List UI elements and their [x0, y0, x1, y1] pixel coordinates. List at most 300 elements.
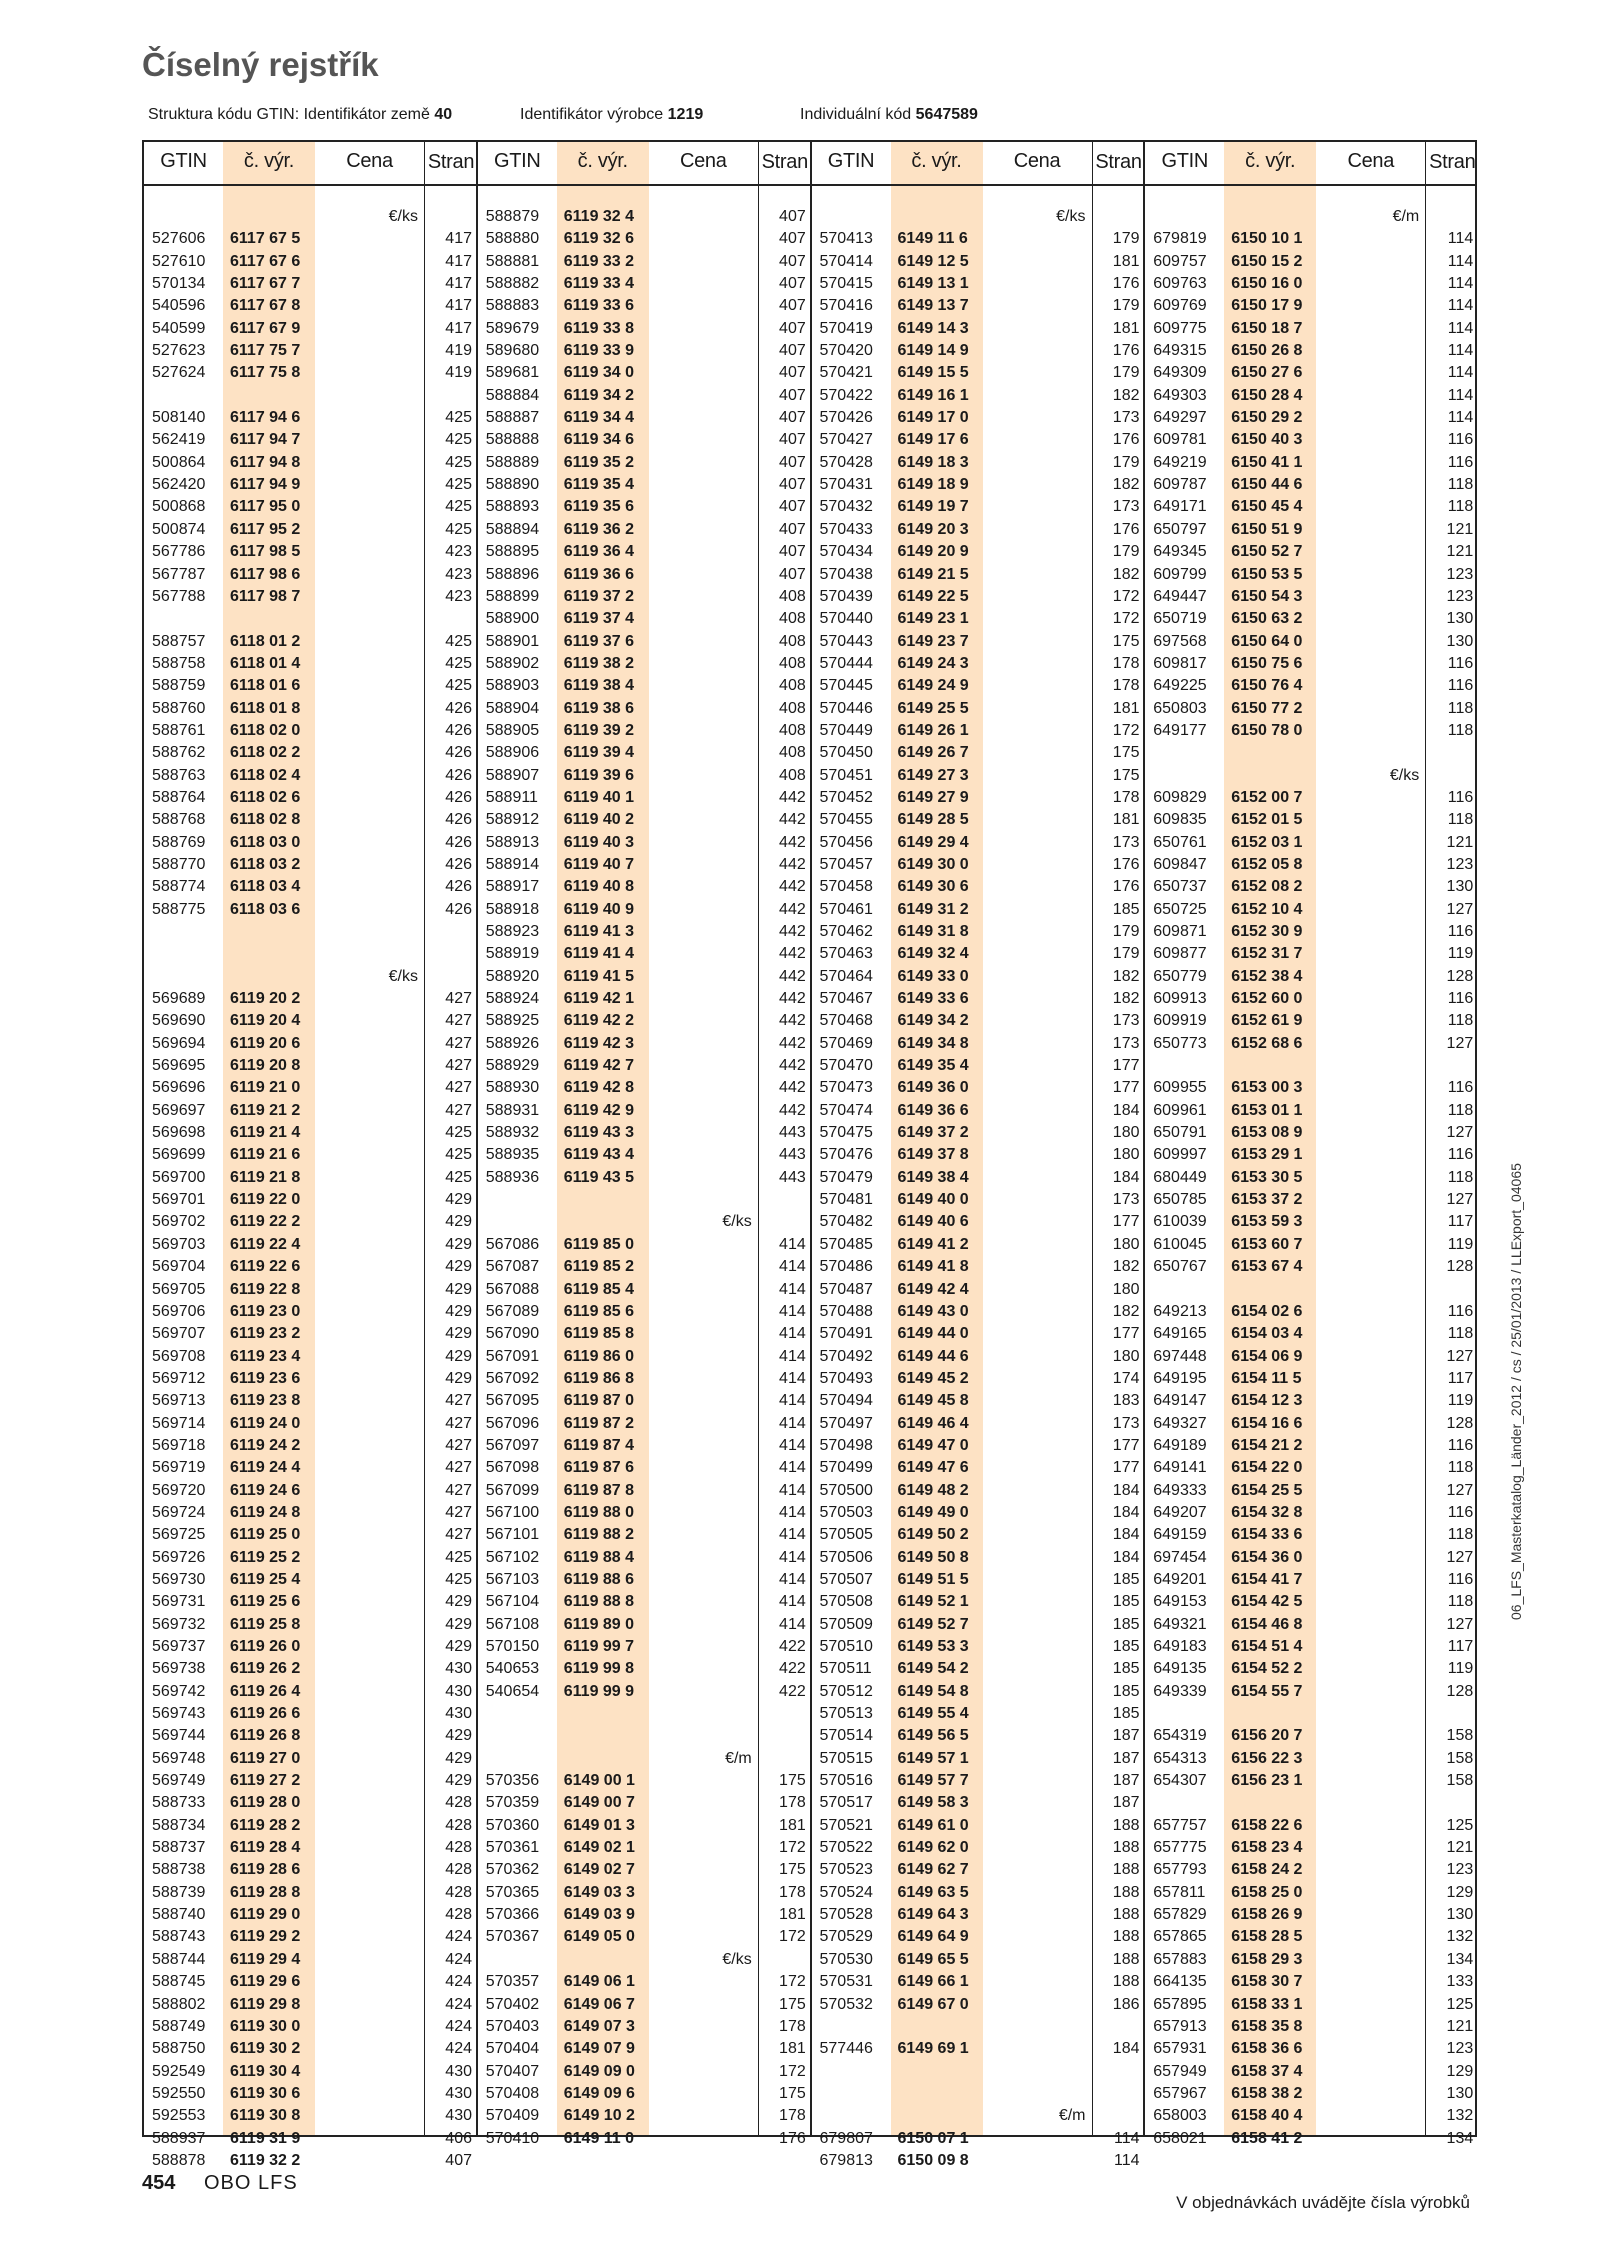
gtin-cell: 649321 [1153, 1615, 1207, 1633]
table-row [478, 1859, 810, 1881]
gtin-cell: 588881 [485, 252, 540, 270]
article-number-cell: 6119 43 3 [563, 1124, 635, 1142]
page-cell: 130 [1446, 632, 1474, 650]
table-row [1145, 206, 1475, 228]
page-cell: 414 [779, 1302, 806, 1320]
page-cell: 177 [1112, 1057, 1140, 1075]
article-number-cell: 6119 24 0 [230, 1414, 301, 1432]
page-cell: 442 [779, 1012, 806, 1030]
gtin-cell: 527624 [152, 364, 206, 382]
gtin-cell: 570416 [819, 297, 873, 315]
table-row [144, 1167, 476, 1189]
article-number-cell: 6119 29 8 [230, 1995, 301, 2013]
gtin-cell: 567090 [485, 1325, 540, 1343]
article-number-cell: 6119 28 0 [230, 1794, 301, 1812]
page-cell: 184 [1112, 1168, 1140, 1186]
table-row [812, 1368, 1144, 1390]
page-cell: 407 [779, 565, 806, 583]
table-row [144, 1502, 476, 1524]
article-number-cell: 6117 75 8 [230, 364, 301, 382]
page-cell: 427 [445, 1034, 472, 1052]
page-cell: 428 [445, 1794, 472, 1812]
gtin-cell: 570414 [819, 252, 873, 270]
article-number-cell: 6153 30 5 [1231, 1168, 1303, 1186]
page-cell: 176 [1112, 431, 1140, 449]
gtin-cell: 570464 [819, 967, 873, 985]
gtin-cell: 649315 [1153, 342, 1207, 360]
table-row [478, 765, 810, 787]
gtin-cell: 588759 [152, 677, 206, 695]
page-cell: 425 [445, 453, 472, 471]
table-row [812, 943, 1144, 965]
gtin-cell: 658003 [1153, 2107, 1207, 2125]
gtin-structure-info [148, 106, 452, 124]
article-number-cell: 6119 99 7 [563, 1638, 635, 1655]
table-row [1145, 1971, 1475, 1993]
gtin-cell: 500864 [152, 453, 206, 471]
table-row [144, 1480, 476, 1502]
gtin-cell: 588924 [485, 990, 540, 1008]
gtin-cell: 588932 [485, 1124, 540, 1142]
table-row [812, 2016, 1144, 2038]
table-row [144, 1144, 476, 1166]
gtin-cell: 570529 [819, 1928, 873, 1946]
page-cell: 442 [779, 1079, 806, 1097]
table-row [144, 921, 476, 943]
page-cell: 121 [1446, 543, 1474, 561]
article-number-cell: 6119 85 6 [563, 1302, 635, 1320]
article-number-cell: 6119 24 6 [230, 1481, 301, 1499]
table-row [144, 854, 476, 876]
article-number-cell: 6149 45 8 [897, 1392, 969, 1410]
page-cell: 175 [779, 1772, 806, 1790]
page-cell: 114 [1447, 319, 1474, 337]
table-row [1145, 1323, 1475, 1345]
article-number-cell: 6119 32 2 [230, 2151, 301, 2169]
gtin-cell: 570434 [819, 543, 873, 561]
table-row [1145, 675, 1475, 697]
table-row [812, 1346, 1144, 1368]
page-cell: 173 [1112, 1191, 1140, 1209]
table-row [1145, 631, 1475, 653]
table-row [812, 362, 1144, 384]
article-number-cell: 6119 34 4 [563, 409, 635, 427]
article-number-cell: 6149 30 0 [897, 855, 969, 873]
page-cell: 114 [1447, 364, 1474, 382]
article-number-cell: 6118 02 4 [230, 766, 301, 784]
page-cell: 414 [779, 1258, 806, 1276]
article-number-cell: 6149 43 0 [897, 1302, 969, 1320]
gtin-cell: 570469 [819, 1034, 873, 1052]
header-article-number: č. výr. [911, 150, 962, 172]
table-rows [478, 206, 810, 2150]
table-row [1145, 1256, 1475, 1278]
article-number-cell: 6154 03 4 [1231, 1325, 1303, 1343]
gtin-cell: 588883 [485, 297, 540, 315]
page-cell: 443 [779, 1168, 806, 1186]
table-row [144, 1033, 476, 1055]
article-number-cell: 6119 29 4 [230, 1950, 301, 1968]
article-number-cell: 6158 40 4 [1231, 2107, 1303, 2125]
table-row [144, 742, 476, 764]
article-number-cell: 6119 88 2 [563, 1526, 635, 1544]
article-number-cell: 6119 33 8 [563, 319, 635, 337]
page-cell: 127 [1446, 1191, 1474, 1209]
page-cell: 417 [445, 230, 472, 248]
article-number-cell: 6119 38 6 [563, 699, 635, 717]
table-row [144, 1949, 476, 1971]
article-number-cell: 6119 87 0 [563, 1392, 635, 1410]
page-cell: 424 [445, 1973, 472, 1991]
article-number-cell: 6119 42 8 [563, 1079, 635, 1097]
gtin-cell: 657757 [1153, 1816, 1207, 1834]
gtin-cell: 609847 [1153, 855, 1207, 873]
gtin-cell: 570365 [485, 1883, 540, 1901]
gtin-cell: 570500 [819, 1481, 873, 1499]
table-row [812, 1681, 1144, 1703]
article-number-cell: 6149 18 3 [897, 453, 969, 471]
page-cell: 118 [1447, 721, 1474, 739]
table-row [812, 2150, 1144, 2172]
page-cell: 188 [1112, 1816, 1140, 1834]
gtin-cell: 569704 [152, 1258, 206, 1276]
page-cell: 429 [445, 1347, 472, 1365]
page-cell: 119 [1447, 1660, 1474, 1678]
article-number-cell: 6119 27 0 [230, 1749, 301, 1767]
gtin-cell: 569698 [152, 1124, 206, 1142]
article-number-cell: 6158 37 4 [1231, 2062, 1303, 2080]
page-cell: 422 [779, 1682, 806, 1700]
gtin-cell: 570505 [819, 1526, 873, 1544]
article-number-cell: 6119 26 2 [230, 1660, 301, 1678]
gtin-cell: 570449 [819, 721, 873, 739]
page-cell: 117 [1447, 1213, 1474, 1231]
article-number-cell: 6117 67 9 [230, 319, 301, 337]
gtin-cell: 569699 [152, 1146, 206, 1164]
article-number-cell: 6149 14 9 [897, 342, 969, 360]
article-number-cell: 6149 50 8 [897, 1548, 969, 1566]
article-number-cell: 6154 42 5 [1231, 1593, 1303, 1611]
page-cell: 114 [1447, 252, 1474, 270]
article-number-cell: 6158 24 2 [1231, 1861, 1303, 1879]
gtin-cell: 570515 [819, 1749, 873, 1767]
gtin-cell: 657967 [1153, 2084, 1207, 2102]
article-number-cell: 6117 67 7 [230, 275, 301, 293]
article-number-cell: 6154 41 7 [1231, 1570, 1303, 1588]
article-number-cell: 6117 75 7 [230, 342, 301, 360]
page-cell: 179 [1112, 543, 1140, 561]
price-unit-cell: €/ks [722, 1213, 752, 1231]
table-column [1143, 140, 1477, 2147]
page-cell: 184 [1112, 1101, 1140, 1119]
table-row [478, 1971, 810, 1993]
gtin-cell: 570530 [819, 1950, 873, 1968]
table-row [812, 496, 1144, 518]
column-header [144, 140, 476, 186]
page-cell: 414 [779, 1369, 806, 1387]
gtin-cell: 650797 [1153, 520, 1207, 538]
table-row [478, 1502, 810, 1524]
column-header [812, 140, 1144, 186]
article-number-cell: 6149 35 4 [897, 1057, 969, 1075]
page-cell: 430 [445, 2084, 472, 2102]
table-row [478, 1390, 810, 1412]
article-number-cell: 6149 51 5 [897, 1570, 969, 1588]
table-row [478, 832, 810, 854]
article-number-cell: 6149 41 8 [897, 1258, 969, 1276]
gtin-cell: 570473 [819, 1079, 873, 1097]
article-number-cell: 6149 23 1 [897, 610, 969, 628]
table-row [1145, 943, 1475, 965]
table-row [812, 2038, 1144, 2060]
table-row [1145, 988, 1475, 1010]
gtin-cell: 592549 [152, 2062, 206, 2080]
page-cell: 407 [779, 498, 806, 516]
article-number-cell: 6119 36 4 [563, 543, 635, 561]
article-number-cell: 6119 33 4 [563, 275, 635, 293]
table-row [144, 474, 476, 496]
gtin-cell: 567788 [152, 587, 206, 605]
gtin-cell: 562419 [152, 431, 206, 449]
gtin-cell: 500874 [152, 520, 206, 538]
gtin-cell: 570419 [819, 319, 873, 337]
gtin-cell: 570474 [819, 1101, 873, 1119]
page-cell: 179 [1112, 364, 1140, 382]
table-row [1145, 2128, 1475, 2150]
gtin-cell: 609787 [1153, 476, 1207, 494]
gtin-cell: 649195 [1153, 1369, 1207, 1387]
gtin-cell: 570409 [485, 2107, 540, 2125]
table-row [478, 988, 810, 1010]
table-row [812, 1211, 1144, 1233]
article-number-cell: 6156 20 7 [1231, 1727, 1303, 1745]
gtin-cell: 569697 [152, 1101, 206, 1119]
gtin-cell: 588903 [485, 677, 540, 695]
gtin-cell: 588758 [152, 654, 206, 672]
table-row [812, 228, 1144, 250]
page-cell: 158 [1446, 1772, 1474, 1790]
article-number-cell: 6119 28 2 [230, 1816, 301, 1834]
table-row [144, 675, 476, 697]
page-cell: 408 [779, 654, 806, 672]
gtin-cell: 657949 [1153, 2062, 1207, 2080]
page-cell: 118 [1447, 1012, 1474, 1030]
page-cell: 121 [1446, 520, 1474, 538]
page-cell: 407 [779, 431, 806, 449]
gtin-cell: 569713 [152, 1392, 206, 1410]
gtin-cell: 654313 [1153, 1749, 1207, 1767]
gtin-cell: 649297 [1153, 409, 1207, 427]
table-row [144, 1815, 476, 1837]
table-row [1145, 2061, 1475, 2083]
gtin-cell: 588929 [485, 1057, 540, 1075]
article-number-cell: 6154 12 3 [1231, 1392, 1303, 1410]
table-row [812, 876, 1144, 898]
table-row [478, 876, 810, 898]
header-article-number: č. výr. [577, 150, 628, 172]
article-number-cell: 6119 35 2 [563, 453, 635, 471]
header-gtin: GTIN [827, 150, 875, 172]
article-number-cell: 6119 86 0 [563, 1347, 635, 1365]
table-row [144, 899, 476, 921]
gtin-cell: 570498 [819, 1436, 873, 1454]
gtin-cell: 588911 [485, 788, 538, 806]
table-row [478, 295, 810, 317]
gtin-cell: 609997 [1153, 1146, 1207, 1164]
table-row [812, 1792, 1144, 1814]
gtin-cell: 588884 [485, 386, 540, 404]
page-cell: 428 [445, 1861, 472, 1879]
gtin-cell: 569702 [152, 1213, 206, 1231]
table-row [478, 1033, 810, 1055]
gtin-cell: 588757 [152, 632, 206, 650]
page-cell: 158 [1446, 1749, 1474, 1767]
table-row [144, 362, 476, 384]
gtin-cell: 569724 [152, 1503, 206, 1521]
gtin-cell: 567100 [485, 1503, 540, 1521]
page-cell: 419 [445, 342, 472, 360]
gtin-cell: 569703 [152, 1235, 206, 1253]
page-cell: 427 [445, 990, 472, 1008]
page-cell: 425 [445, 476, 472, 494]
table-row [144, 228, 476, 250]
table-row [478, 1524, 810, 1546]
table-rows [1145, 206, 1475, 2150]
gtin-cell: 588936 [485, 1168, 540, 1186]
gtin-cell: 658021 [1153, 2129, 1207, 2147]
table-row [478, 2061, 810, 2083]
article-number-cell: 6119 29 6 [230, 1973, 301, 1991]
gtin-cell: 570433 [819, 520, 873, 538]
article-number-cell: 6153 67 4 [1231, 1258, 1303, 1276]
article-number-cell: 6119 35 6 [563, 498, 635, 516]
page-cell: 429 [445, 1235, 472, 1253]
table-row [478, 429, 810, 451]
table-row [144, 876, 476, 898]
table-row [478, 474, 810, 496]
table-row [1145, 720, 1475, 742]
country-code: 40 [434, 106, 453, 123]
article-number-cell: 6119 30 8 [230, 2107, 301, 2125]
table-row [478, 2128, 810, 2150]
article-number-cell: 6149 06 7 [563, 1995, 635, 2013]
table-row [1145, 1658, 1475, 1680]
table-row [144, 541, 476, 563]
article-number-cell: 6119 33 9 [563, 342, 635, 360]
article-number-cell: 6150 07 1 [897, 2129, 969, 2147]
table-row [1145, 295, 1475, 317]
article-number-cell: 6119 25 2 [230, 1548, 301, 1566]
page-cell: 117 [1447, 1369, 1474, 1387]
table-row [478, 1346, 810, 1368]
page-cell: 182 [1112, 1258, 1140, 1276]
page-cell: 130 [1446, 878, 1474, 896]
page-cell: 425 [445, 1570, 472, 1588]
article-number-cell: 6158 36 6 [1231, 2040, 1303, 2058]
table-row [478, 1882, 810, 1904]
table-row [144, 1681, 476, 1703]
page-cell: 407 [779, 208, 806, 225]
table-row [478, 2038, 810, 2060]
table-row [812, 1703, 1144, 1725]
gtin-cell: 567089 [485, 1302, 540, 1320]
table-row [1145, 273, 1475, 295]
gtin-cell: 650761 [1153, 833, 1207, 851]
gtin-cell: 567091 [485, 1347, 540, 1365]
gtin-cell: 649219 [1153, 453, 1207, 471]
table-row [812, 385, 1144, 407]
gtin-cell: 649171 [1153, 498, 1207, 516]
gtin-cell: 588899 [485, 587, 540, 605]
table-row [812, 1323, 1144, 1345]
table-row [812, 698, 1144, 720]
table-row [1145, 1435, 1475, 1457]
table-row [478, 340, 810, 362]
page-cell: 118 [1447, 1526, 1474, 1544]
article-number-cell: 6158 38 2 [1231, 2084, 1303, 2102]
article-number-cell: 6150 53 5 [1231, 565, 1303, 583]
gtin-cell: 570513 [819, 1705, 873, 1723]
article-number-cell: 6152 68 6 [1231, 1034, 1303, 1052]
page-cell: 184 [1112, 1548, 1140, 1566]
gtin-cell: 650737 [1153, 878, 1207, 896]
page-cell: 114 [1447, 230, 1474, 248]
article-number-cell: 6119 34 2 [563, 386, 635, 404]
table-row [478, 1904, 810, 1926]
gtin-cell: 588769 [152, 833, 206, 851]
page-cell: 178 [1112, 654, 1140, 672]
article-number-cell: 6149 02 7 [563, 1861, 635, 1879]
table-row [478, 1010, 810, 1032]
table-row [1145, 228, 1475, 250]
gtin-cell: 570446 [819, 699, 873, 717]
table-row [144, 1122, 476, 1144]
gtin-cell: 570444 [819, 654, 873, 672]
table-row [812, 1547, 1144, 1569]
gtin-cell: 570440 [819, 610, 873, 628]
gtin-cell: 567102 [485, 1548, 540, 1566]
article-number-cell: 6149 45 2 [897, 1369, 969, 1387]
article-number-cell: 6119 37 6 [563, 632, 635, 650]
table-row [812, 787, 1144, 809]
table-row [478, 1480, 810, 1502]
article-number-cell: 6149 54 2 [897, 1660, 969, 1678]
gtin-cell: 609919 [1153, 1012, 1207, 1030]
gtin-cell: 508140 [152, 409, 206, 427]
gtin-cell: 570511 [819, 1660, 872, 1678]
table-row [144, 943, 476, 965]
article-number-cell: 6152 10 4 [1231, 900, 1303, 918]
page-cell: 178 [779, 1794, 806, 1812]
article-number-cell: 6119 40 3 [563, 833, 635, 851]
table-row [1145, 1189, 1475, 1211]
page-cell: 183 [1112, 1392, 1140, 1410]
table-row [1145, 1100, 1475, 1122]
gtin-cell: 609769 [1153, 297, 1207, 315]
table-row [144, 295, 476, 317]
article-number-cell: 6149 28 5 [897, 811, 969, 829]
article-number-cell: 6150 16 0 [1231, 275, 1303, 293]
table-row [812, 832, 1144, 854]
article-number-cell: 6152 60 0 [1231, 990, 1303, 1008]
gtin-cell: 649183 [1153, 1638, 1207, 1655]
page-cell: 173 [1112, 498, 1140, 516]
gtin-cell: 570485 [819, 1235, 873, 1253]
article-number-cell: 6149 40 6 [897, 1213, 969, 1231]
table-row [144, 1413, 476, 1435]
gtin-cell: 570427 [819, 431, 873, 449]
gtin-cell: 570493 [819, 1369, 873, 1387]
